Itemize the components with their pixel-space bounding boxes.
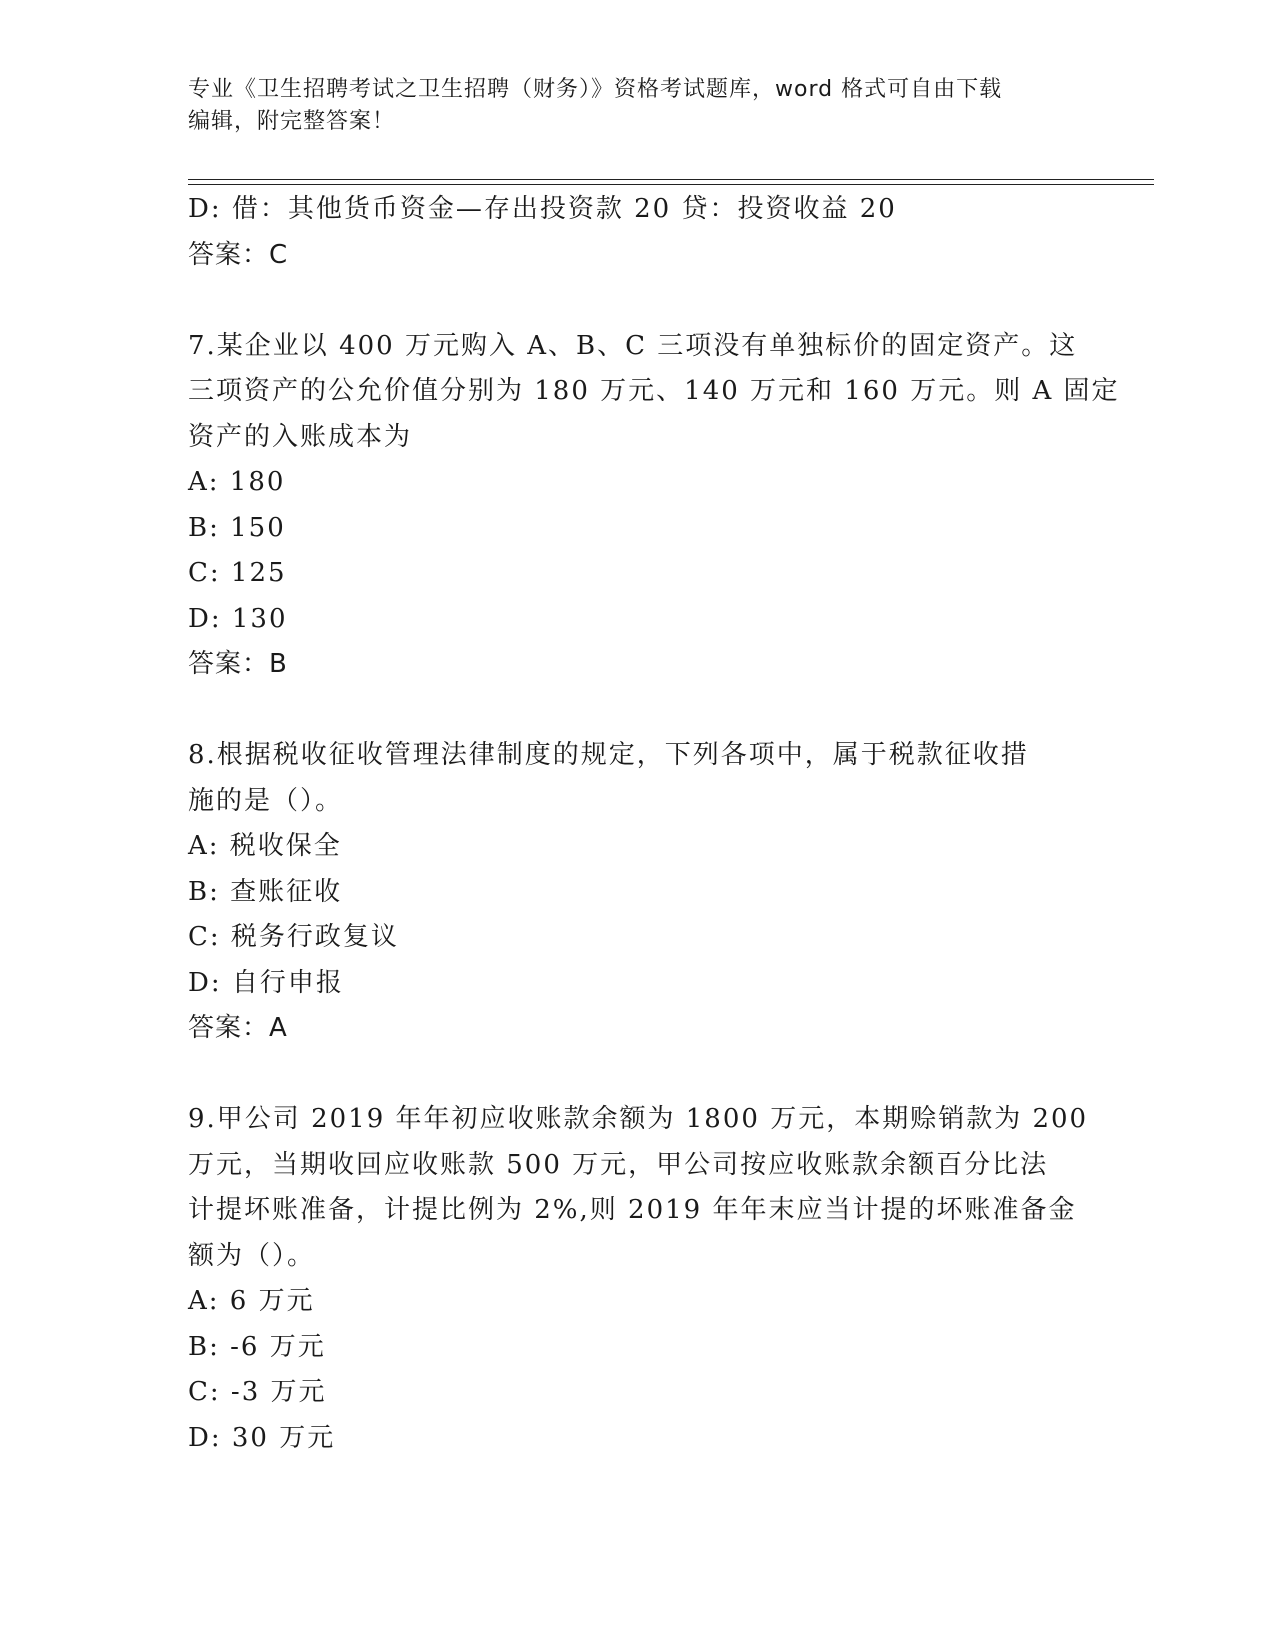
prev-option-d: D: 借：其他货币资金—存出投资款 20 贷：投资收益 20 (188, 194, 897, 224)
q8-option-b: B: 查账征收 (188, 876, 343, 907)
q9-line-3: 计提坏账准备，计提比例为 2%,则 2019 年年末应当计提的坏账准备金 (188, 1195, 1077, 1225)
q9-line-2: 万元，当期收回应收账款 500 万元，甲公司按应收账款余额百分比法 (188, 1149, 1049, 1180)
spacer (188, 278, 1088, 324)
q8-option-d: D: 自行申报 (188, 967, 344, 998)
q7-option-b: B: 150 (188, 512, 286, 543)
q8-line-1: 8.根据税收征收管理法律制度的规定，下列各项中，属于税款征收措 (188, 740, 1029, 770)
header-line-2: 编辑，附完整答案！ (188, 109, 396, 134)
spacer (188, 688, 1088, 734)
q7-line-3: 资产的入账成本为 (188, 421, 413, 452)
q8-line-2: 施的是（）。 (188, 785, 344, 816)
q8-answer: 答案：A (188, 1013, 288, 1043)
q9-option-c: C: -3 万元 (188, 1377, 327, 1407)
header-line-1: 专业《卫生招聘考试之卫生招聘（财务）》资格考试题库，word 格式可自由下载 (188, 77, 1003, 102)
q7-line-1: 7.某企业以 400 万元购入 A、B、C 三项没有单独标价的固定资产。这 (188, 330, 1078, 361)
document-body (188, 187, 1120, 1461)
spacer (188, 1052, 1088, 1098)
q8-option-a: A: 税收保全 (188, 831, 342, 861)
header-rule-thick (188, 179, 1154, 180)
q7-option-d: D: 130 (188, 603, 288, 634)
q9-option-a: A: 6 万元 (188, 1286, 315, 1316)
q9-line-1: 9.甲公司 2019 年年初应收账款余额为 1800 万元，本期赊销款为 200 (188, 1104, 1089, 1134)
document-header (188, 74, 1068, 138)
q9-option-d: D: 30 万元 (188, 1422, 336, 1453)
q9-line-4: 额为（）。 (188, 1240, 316, 1271)
q7-line-2: 三项资产的公允价值分别为 180 万元、140 万元和 160 万元。则 A 固定 (188, 376, 1120, 406)
q9-option-b: B: -6 万元 (188, 1331, 326, 1362)
header-rule-thin (188, 184, 1154, 185)
prev-answer: 答案：C (188, 239, 289, 270)
q7-answer: 答案：B (188, 649, 288, 679)
q7-option-a: A: 180 (188, 467, 286, 497)
q8-option-c: C: 税务行政复议 (188, 922, 399, 952)
q7-option-c: C: 125 (188, 558, 287, 588)
